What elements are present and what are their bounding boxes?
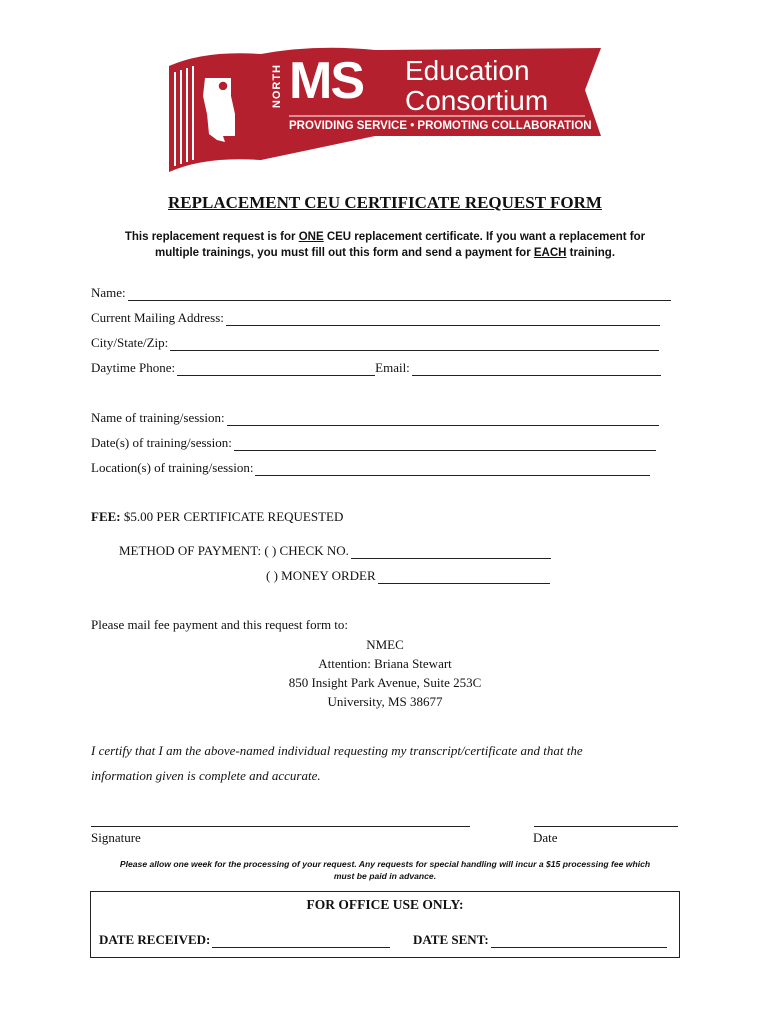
- fee-value: $5.00 PER CERTIFICATE REQUESTED: [120, 509, 344, 524]
- training-locations-label: Location(s) of training/session:: [91, 460, 254, 475]
- logo-ms: MS: [289, 52, 363, 110]
- check-number-field[interactable]: [351, 544, 551, 559]
- money-order-field[interactable]: [378, 569, 550, 584]
- training-dates-row: [91, 433, 656, 451]
- mailing-address-block: [235, 635, 535, 711]
- daytime-phone-field[interactable]: [177, 361, 375, 376]
- phone-label: Daytime Phone:: [91, 360, 176, 375]
- training-name-label: Name of training/session:: [91, 410, 225, 425]
- training-dates-field[interactable]: [234, 436, 656, 451]
- office-use-title: FOR OFFICE USE ONLY:: [306, 897, 464, 912]
- email-field[interactable]: [412, 361, 661, 376]
- training-dates-label: Date(s) of training/session:: [91, 435, 232, 450]
- mail-street: 850 Insight Park Avenue, Suite 253C: [288, 675, 482, 690]
- intro-text: [60, 229, 710, 261]
- mailing-label: Current Mailing Address:: [91, 310, 224, 325]
- fee-line: [91, 509, 343, 525]
- logo-education: Education: [405, 55, 530, 86]
- payment-check-row: [119, 541, 551, 559]
- payment-method-label: METHOD OF PAYMENT: ( ) CHECK NO.: [119, 543, 349, 558]
- certify-line2: information given is complete and accurate.: [91, 768, 321, 783]
- notice-line1: Please allow one week for the processing of your request. Any requests for special handling will incur a $15 processing fee which: [119, 859, 651, 869]
- training-name-row: [91, 408, 659, 426]
- money-order-label: ( ) MONEY ORDER: [266, 568, 376, 583]
- date-sent-label: DATE SENT:: [413, 932, 489, 947]
- training-name-field[interactable]: [227, 411, 659, 426]
- date-received-label: DATE RECEIVED:: [99, 932, 211, 947]
- intro-part3: multiple trainings, you must fill out this form and send a payment for: [154, 247, 534, 259]
- payment-money-order-row: [266, 566, 550, 584]
- date-sent-row: [413, 930, 667, 948]
- logo-north: NORTH: [271, 64, 283, 109]
- date-received-field[interactable]: [212, 933, 390, 948]
- mail-org: NMEC: [366, 637, 404, 652]
- intro-each: EACH: [533, 247, 567, 259]
- certification-text: [91, 738, 583, 788]
- date-sent-field[interactable]: [491, 933, 667, 948]
- logo-consortium: Consortium: [405, 85, 549, 116]
- training-locations-row: [91, 458, 650, 476]
- certify-line1: I certify that I am the above-named individual requesting my transcript/certificate and that the: [91, 743, 583, 758]
- intro-part4: training.: [566, 247, 616, 259]
- training-locations-field[interactable]: [255, 461, 650, 476]
- intro-part1: This replacement request is for: [124, 231, 299, 243]
- signature-label: Signature: [91, 830, 141, 845]
- mail-attention: Attention: Briana Stewart: [318, 656, 452, 671]
- logo-tagline: PROVIDING SERVICE • PROMOTING COLLABORATION: [289, 120, 592, 132]
- city-row: [91, 333, 659, 351]
- mailing-row: [91, 308, 660, 326]
- date-field[interactable]: [534, 826, 678, 827]
- intro-one: ONE: [298, 231, 324, 243]
- city-state-zip-field[interactable]: [170, 336, 659, 351]
- phone-email-row: [91, 358, 661, 376]
- name-row: [91, 283, 671, 301]
- notice-line2: must be paid in advance.: [333, 871, 437, 881]
- office-use-box: [90, 891, 680, 958]
- processing-notice: [70, 858, 700, 882]
- mailing-address-field[interactable]: [226, 311, 660, 326]
- date-label: Date: [533, 830, 558, 845]
- name-field[interactable]: [128, 286, 671, 301]
- fee-label: FEE:: [91, 509, 121, 524]
- date-received-row: [99, 930, 390, 948]
- mail-city: University, MS 38677: [327, 694, 443, 709]
- city-label: City/State/Zip:: [91, 335, 169, 350]
- email-label: Email:: [375, 360, 410, 375]
- signature-field[interactable]: [91, 826, 470, 827]
- page-title: REPLACEMENT CEU CERTIFICATE REQUEST FORM: [168, 193, 602, 212]
- nmec-logo: [165, 44, 603, 176]
- mail-intro: Please mail fee payment and this request form to:: [91, 617, 349, 632]
- intro-part2: CEU replacement certificate. If you want a replacement for: [323, 231, 646, 243]
- name-label: Name:: [91, 285, 126, 300]
